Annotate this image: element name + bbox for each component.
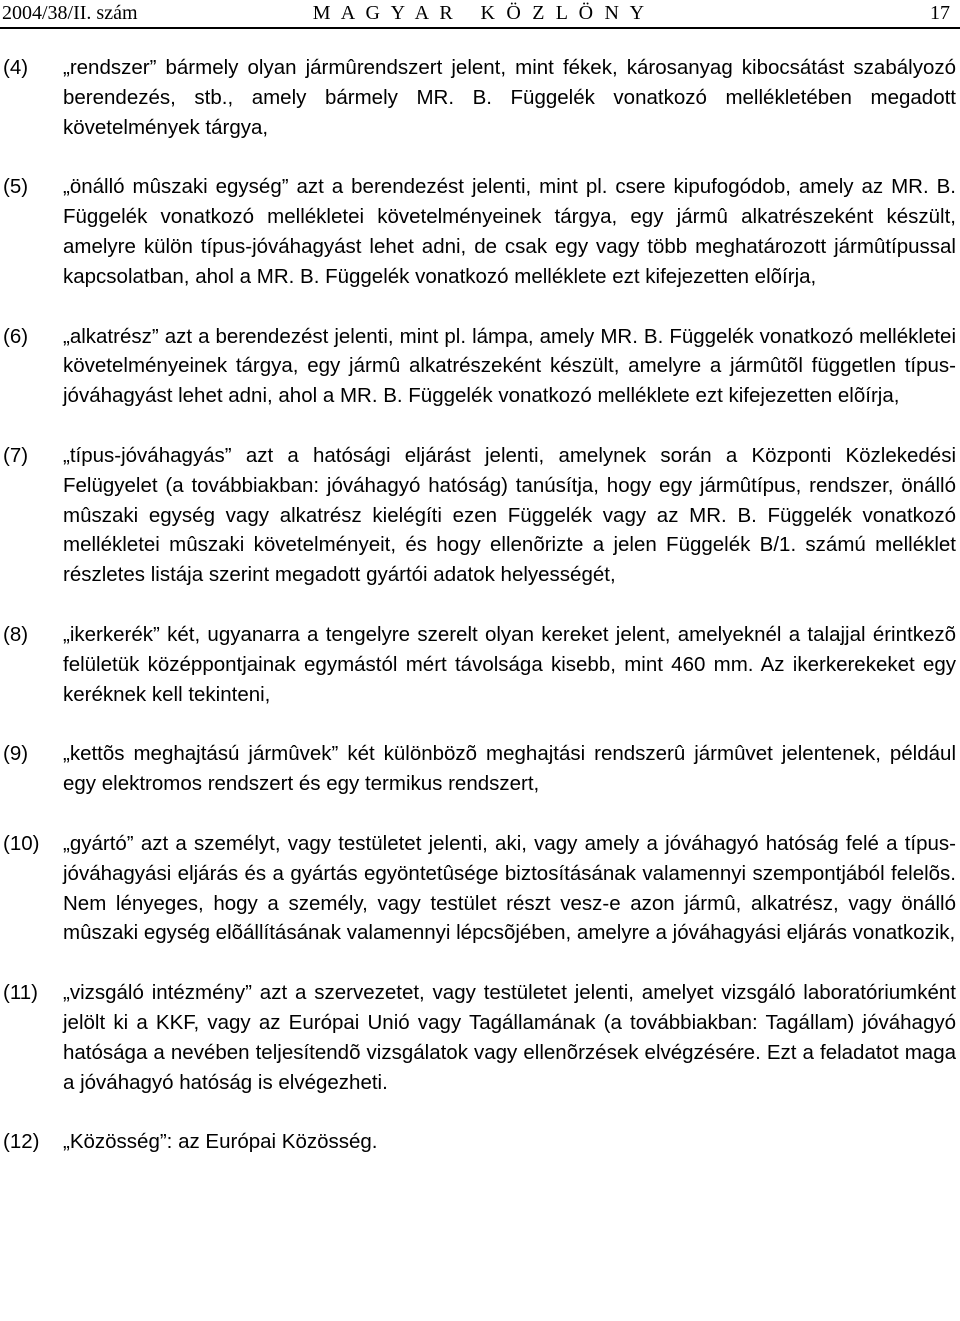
page-number: 17: [930, 2, 950, 24]
item-number: (11): [3, 981, 38, 1005]
item-number: (9): [3, 742, 29, 766]
item-text: „típus-jóváhagyás” azt a hatósági eljárást jelenti, amelynek során a Központi Közlekedési Felügyelet (a továbbiakban: jóváhagyó hatóság) tanúsítja, hogy egy jármûtípus, rendszer, önálló mûszaki egység vagy alkatrész kielégíti ezen Függelék vagy az MR. B. Függelék vonatkozó mellékletei mûszaki követelményeit, és hogy ellenõrizte a jelen Függelék B/1. számú melléklet részletes listája szerint megadott gyártói adatok helyességét,: [63, 443, 956, 587]
definition-item-10: [0, 829, 960, 948]
definition-item-12: [0, 1127, 960, 1157]
item-number: (5): [3, 175, 29, 199]
definition-item-6: [0, 322, 960, 411]
item-number: (6): [3, 324, 29, 348]
item-text: „rendszer” bármely olyan jármûrendszert jelent, mint fékek, károsanyag kibocsátást szabályozó berendezés, stb., amely bármely MR. B. Függelék vonatkozó mellékletében megadott követelmények tárgya,: [63, 56, 956, 139]
item-number: (4): [3, 56, 29, 79]
item-text: „alkatrész” azt a berendezést jelenti, mint pl. lámpa, amely MR. B. Függelék vonatkozó mellékletei követelményeinek tárgya, egy jármû alkatrészeként készült, amelyre a jármûtõl független típus-jóváhagyást lehet adni, ahol a MR. B. Függelék vonatkozó melléklete ezt kifejezetten elõírja,: [63, 324, 956, 408]
publication-title: M A G Y A R K Ö Z L Ö N Y: [312, 2, 648, 24]
item-text: „ikerkerék” két, ugyanarra a tengelyre szerelt olyan kereket jelent, amelyeknél a talajjal érintkezõ felületük középpontjainak egymástól mért távolsága kisebb, mint 460 mm. Az ikerkerekeket egy keréknek kell tekinteni,: [63, 622, 956, 706]
item-text: „önálló mûszaki egység” azt a berendezést jelenti, mint pl. csere kipufogódob, amely az MR. B. Függelék vonatkozó mellékletei követelményeinek tárgya, egy jármû alkatrészeként készült, amelyre külön típus-jóváhagyást lehet adni, de csak egy vagy több meghatározott jármûtípussal kapcsolatban, ahol a MR. B. Függelék vonatkozó melléklete ezt kifejezetten elõírja,: [63, 175, 956, 288]
item-text: „kettõs meghajtású jármûvek” két különbözõ meghajtási rendszerû jármûvet jelentenek, például egy elektromos rendszert és egy termikus rendszert,: [63, 742, 956, 796]
page-header: [0, 0, 960, 26]
item-number: (12): [3, 1130, 40, 1154]
item-text: „Közösség”: az Európai Közösség.: [63, 1130, 378, 1154]
definition-item-4: [0, 53, 960, 142]
item-number: (7): [3, 443, 29, 467]
definition-item-11: [0, 978, 960, 1097]
issue-number: 2004/38/II. szám: [2, 2, 138, 24]
definition-item-8: [0, 620, 960, 709]
item-number: (10): [3, 831, 40, 855]
item-text: „vizsgáló intézmény” azt a szervezetet, vagy testületet jelenti, amelyet vizsgáló laboratóriumként jelölt ki a KKF, vagy az Európai Unió vagy Tagállamának (a továbbiakban: Tagállam) jóváhagyó hatósága a nevében teljesítendõ vizsgálatok vagy ellenõrzések elvégzésére. Ezt a feladatot maga a jóváhagyó hatóság is elvégezheti.: [63, 981, 956, 1094]
definition-item-9: [0, 739, 960, 799]
definition-item-7: [0, 441, 960, 590]
header-divider: [0, 27, 960, 29]
definitions-list: [0, 53, 960, 1187]
item-text: „gyártó” azt a személyt, vagy testületet jelenti, aki, vagy amely a jóváhagyó hatóság felé a típus-jóváhagyási eljárás és a gyártás egyöntetûsége biztosításának valamennyi szempontjából felelõs. Nem lényeges, hogy a személy, vagy testület részt vesz-e azon jármû, alkatrész, vagy önálló mûszaki egység elõállításának valamennyi lépcsõjében, amelyre a jóváhagyási eljárás vonatkozik,: [63, 831, 956, 945]
item-number: (8): [3, 622, 29, 646]
definition-item-5: [0, 172, 960, 291]
